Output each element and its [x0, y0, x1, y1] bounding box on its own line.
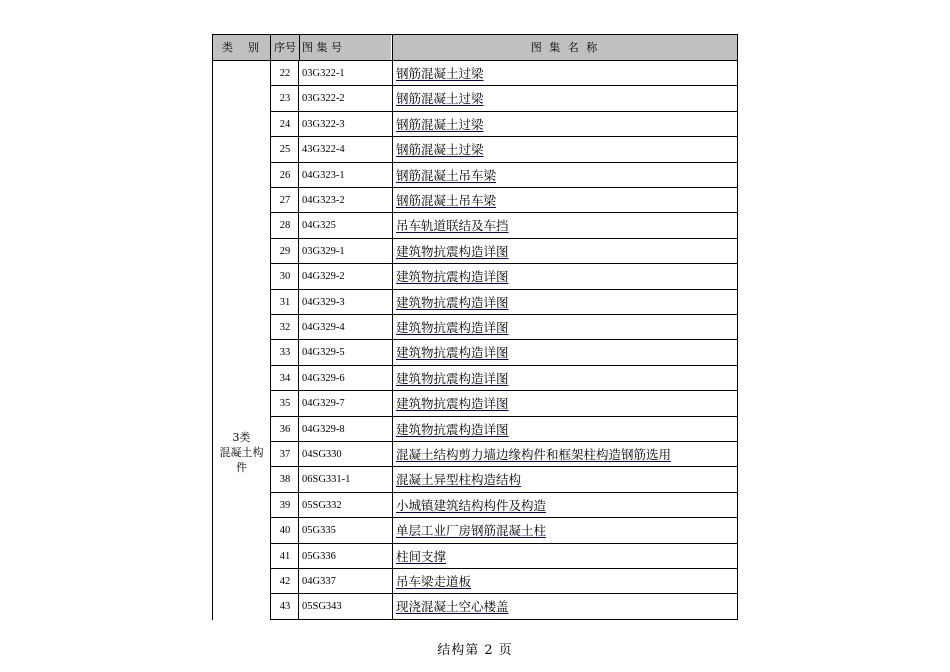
grid-line [737, 34, 738, 61]
row-name-link[interactable]: 钢筋混凝土吊车梁 [396, 193, 497, 208]
row-name-cell [396, 112, 734, 137]
row-index: 29 [279, 245, 291, 257]
row-name-cell [396, 467, 734, 492]
header-code: 图 集 号 [300, 35, 391, 60]
row-name-link[interactable]: 建筑物抗震构造详图 [396, 243, 509, 259]
row-code: 04G325 [302, 220, 336, 232]
category-line-3: 件 [236, 461, 247, 474]
row-code: 04SG330 [302, 449, 342, 460]
row-name-cell [396, 594, 734, 619]
row-name-link[interactable]: 钢筋混凝土过梁 [396, 142, 484, 158]
row-name-cell [396, 544, 734, 569]
grid-line [271, 314, 737, 315]
table-row [271, 188, 737, 213]
row-index: 33 [279, 347, 291, 359]
table-row [271, 391, 737, 416]
table-row [271, 137, 737, 162]
row-name-cell [396, 188, 734, 213]
row-name-cell [396, 417, 734, 442]
grid-line [271, 162, 737, 163]
table-row [271, 340, 737, 365]
row-index: 24 [279, 118, 291, 130]
row-index: 30 [279, 271, 291, 283]
grid-line [271, 517, 737, 518]
row-name-cell [396, 493, 734, 518]
row-name-cell [396, 391, 734, 416]
row-name-link[interactable]: 混凝土结构剪力墙边缘构件和框架柱构造钢筋选用 [396, 447, 672, 462]
grid-line [270, 60, 271, 620]
row-name-link[interactable]: 吊车梁走道板 [396, 574, 472, 589]
table-row [271, 544, 737, 569]
row-code: 05SG332 [302, 499, 342, 511]
grid-line [271, 365, 737, 366]
row-index: 43 [279, 601, 291, 613]
grid-line [392, 34, 393, 61]
grid-line [271, 492, 737, 493]
row-name-cell [396, 137, 734, 162]
row-code: 04G329-5 [302, 347, 345, 359]
table-row [271, 290, 737, 315]
row-index: 28 [279, 220, 291, 232]
row-index: 25 [279, 144, 291, 156]
row-code: 43G322-4 [302, 144, 345, 156]
row-name-cell [396, 569, 734, 594]
grid-line [298, 60, 299, 620]
row-name-link[interactable]: 混凝土异型柱构造结构 [396, 472, 522, 488]
grid-line [212, 34, 213, 61]
row-code: 03G322-1 [302, 68, 345, 79]
table-row [271, 493, 737, 518]
grid-line [737, 60, 738, 620]
grid-line [271, 339, 737, 340]
header-index: 序号 [271, 35, 299, 60]
table-row [271, 86, 737, 111]
row-name-link[interactable]: 钢筋混凝土过梁 [396, 66, 484, 81]
row-name-cell [396, 518, 734, 543]
row-index: 23 [279, 93, 291, 105]
row-index: 40 [279, 525, 291, 537]
row-name-cell [396, 315, 734, 340]
row-name-cell [396, 239, 734, 264]
row-index: 42 [279, 576, 291, 587]
row-code: 04G337 [302, 576, 336, 587]
grid-line [212, 60, 213, 620]
row-name-link[interactable]: 建筑物抗震构造详图 [396, 396, 509, 412]
category-line-1: 3类 [232, 431, 251, 444]
row-index: 35 [279, 398, 291, 410]
row-code: 04G329-7 [302, 398, 345, 410]
grid-line [299, 34, 300, 61]
row-index: 37 [279, 449, 291, 460]
grid-line [392, 60, 393, 620]
grid-line [271, 212, 737, 213]
row-index: 32 [279, 322, 291, 333]
row-name-link[interactable]: 现浇混凝土空心楼盖 [396, 599, 509, 615]
row-name-link[interactable]: 小城镇建筑结构构件及构造 [396, 497, 547, 513]
table-row [271, 239, 737, 264]
row-name-link[interactable]: 钢筋混凝土吊车梁 [396, 167, 497, 183]
row-name-link[interactable]: 吊车轨道联结及车挡 [396, 218, 509, 234]
grid-line [271, 289, 737, 290]
row-code: 04G323-1 [302, 169, 345, 181]
row-name-cell [396, 290, 734, 315]
row-name-cell [396, 366, 734, 391]
row-code: 05G335 [302, 525, 336, 537]
grid-line [270, 34, 271, 61]
header-name: 图 集 名 称 [393, 35, 737, 60]
table-row [271, 569, 737, 594]
row-code: 03G322-2 [302, 93, 345, 105]
grid-line [271, 619, 737, 620]
row-name-link[interactable]: 建筑物抗震构造详图 [396, 320, 509, 335]
table-row [271, 442, 737, 467]
grid-line [271, 187, 737, 188]
row-index: 27 [279, 195, 291, 206]
header-category: 类 别 [213, 35, 270, 60]
table-row [271, 417, 737, 442]
table-row [271, 213, 737, 238]
category-cell [213, 430, 270, 475]
grid-line [271, 543, 737, 544]
grid-line [271, 238, 737, 239]
page-footer: 结构第 2 页 [437, 643, 513, 658]
grid-line [271, 111, 737, 112]
row-name-link[interactable]: 建筑物抗震构造详图 [396, 421, 509, 437]
row-name-cell [396, 163, 734, 188]
row-name-link[interactable]: 建筑物抗震构造详图 [396, 370, 509, 386]
grid-line [271, 416, 737, 417]
row-index: 31 [279, 296, 291, 308]
row-code: 04G329-4 [302, 322, 345, 333]
grid-line [271, 568, 737, 569]
row-name-cell [396, 264, 734, 289]
table-row [271, 594, 737, 619]
grid-line [271, 136, 737, 137]
table-row [271, 518, 737, 543]
table-row [271, 366, 737, 391]
grid-line [212, 34, 738, 35]
row-index: 39 [279, 499, 291, 511]
category-line-2: 混凝土构 [219, 446, 264, 459]
row-index: 36 [279, 423, 291, 435]
row-code: 04G329-6 [302, 372, 345, 384]
row-code: 03G322-3 [302, 118, 345, 130]
row-name-cell [396, 61, 734, 86]
row-index: 41 [279, 550, 291, 562]
grid-line [271, 263, 737, 264]
table-row [271, 264, 737, 289]
row-code: 04G329-8 [302, 423, 345, 435]
row-name-link[interactable]: 建筑物抗震构造详图 [396, 345, 509, 361]
row-code: 04G329-3 [302, 296, 345, 308]
row-code: 04G323-2 [302, 195, 345, 206]
grid-line [271, 390, 737, 391]
row-name-link[interactable]: 单层工业厂房钢筋混凝土柱 [396, 523, 547, 539]
row-name-link[interactable]: 钢筋混凝土过梁 [396, 91, 484, 107]
row-code: 05SG343 [302, 601, 342, 613]
row-name-cell [396, 86, 734, 111]
row-name-link[interactable]: 钢筋混凝土过梁 [396, 116, 484, 132]
row-code: 04G329-2 [302, 271, 345, 283]
grid-line [271, 593, 737, 594]
row-index: 22 [279, 68, 291, 79]
row-name-link[interactable]: 建筑物抗震构造详图 [396, 269, 509, 285]
row-name-cell [396, 213, 734, 238]
row-name-cell [396, 340, 734, 365]
grid-line [212, 60, 738, 61]
row-index: 38 [279, 474, 291, 486]
table-row [271, 163, 737, 188]
table-row [271, 61, 737, 86]
grid-line [271, 466, 737, 467]
table-row [271, 112, 737, 137]
grid-line [271, 85, 737, 86]
row-index: 26 [279, 169, 291, 181]
row-name-link[interactable]: 柱间支撑 [396, 548, 447, 564]
row-code: 05G336 [302, 550, 336, 562]
row-code: 03G329-1 [302, 245, 345, 257]
table-row [271, 315, 737, 340]
row-name-cell [396, 442, 734, 467]
grid-line [271, 441, 737, 442]
row-index: 34 [279, 372, 291, 384]
row-name-link[interactable]: 建筑物抗震构造详图 [396, 294, 509, 310]
row-code: 06SG331-1 [302, 474, 351, 486]
table-row [271, 467, 737, 492]
